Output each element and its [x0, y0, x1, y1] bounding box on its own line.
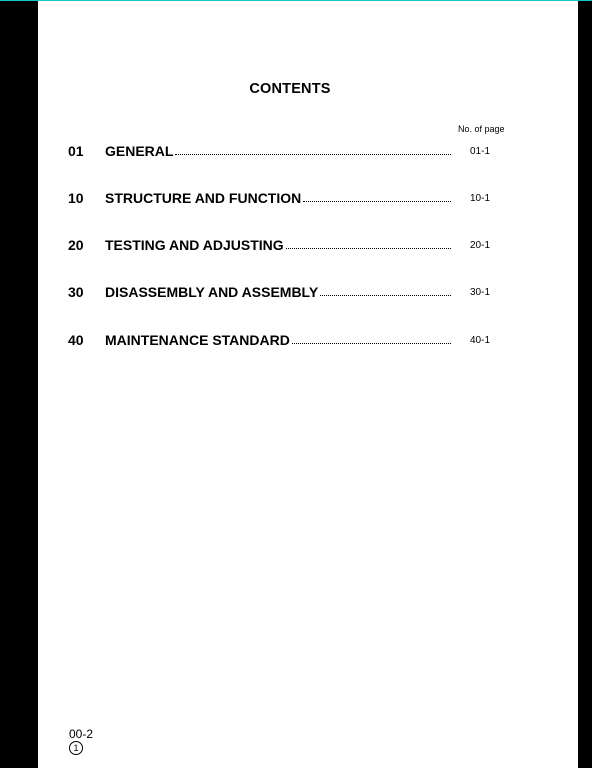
toc-entry-number: 01 — [68, 143, 84, 159]
toc-entry-title-line — [105, 190, 451, 206]
toc-entry-number: 20 — [68, 237, 84, 253]
toc-entry[interactable] — [68, 143, 508, 161]
toc-entry-title-line — [105, 143, 451, 159]
toc-entry[interactable] — [68, 332, 508, 350]
toc-entry-number: 10 — [68, 190, 84, 206]
dot-leader — [175, 153, 451, 155]
page-column-header: No. of page — [458, 124, 505, 134]
toc-entry-title: TESTING AND ADJUSTING — [105, 237, 284, 253]
revision-mark-icon: 1 — [69, 741, 83, 755]
toc-entry[interactable] — [68, 284, 508, 302]
contents-title: CONTENTS — [249, 81, 331, 97]
toc-entry-page: 10-1 — [470, 193, 491, 204]
toc-entry-title-line — [105, 284, 451, 300]
toc-entry-title-line — [105, 237, 451, 253]
toc-entry-title: GENERAL — [105, 143, 174, 159]
toc-entry-title-line — [105, 332, 451, 348]
toc-entry-title: MAINTENANCE STANDARD — [105, 332, 290, 348]
dot-leader — [286, 247, 451, 249]
toc-entry-number: 40 — [68, 332, 84, 348]
dot-leader — [320, 294, 451, 296]
toc-entry-title: DISASSEMBLY AND ASSEMBLY — [105, 284, 319, 300]
toc-entry-number: 30 — [68, 284, 84, 300]
toc-entry-page: 01-1 — [470, 146, 491, 157]
toc-entry-title: STRUCTURE AND FUNCTION — [105, 190, 302, 206]
dot-leader — [303, 200, 451, 202]
document-page — [38, 1, 578, 768]
toc-entry-page: 20-1 — [470, 240, 491, 251]
dot-leader — [292, 342, 451, 344]
toc-entry-page: 30-1 — [470, 287, 491, 298]
toc-entry[interactable] — [68, 237, 508, 255]
footer-page-number: 00-2 — [69, 727, 94, 741]
toc-entry-page: 40-1 — [470, 335, 491, 346]
toc-entry[interactable] — [68, 190, 508, 208]
